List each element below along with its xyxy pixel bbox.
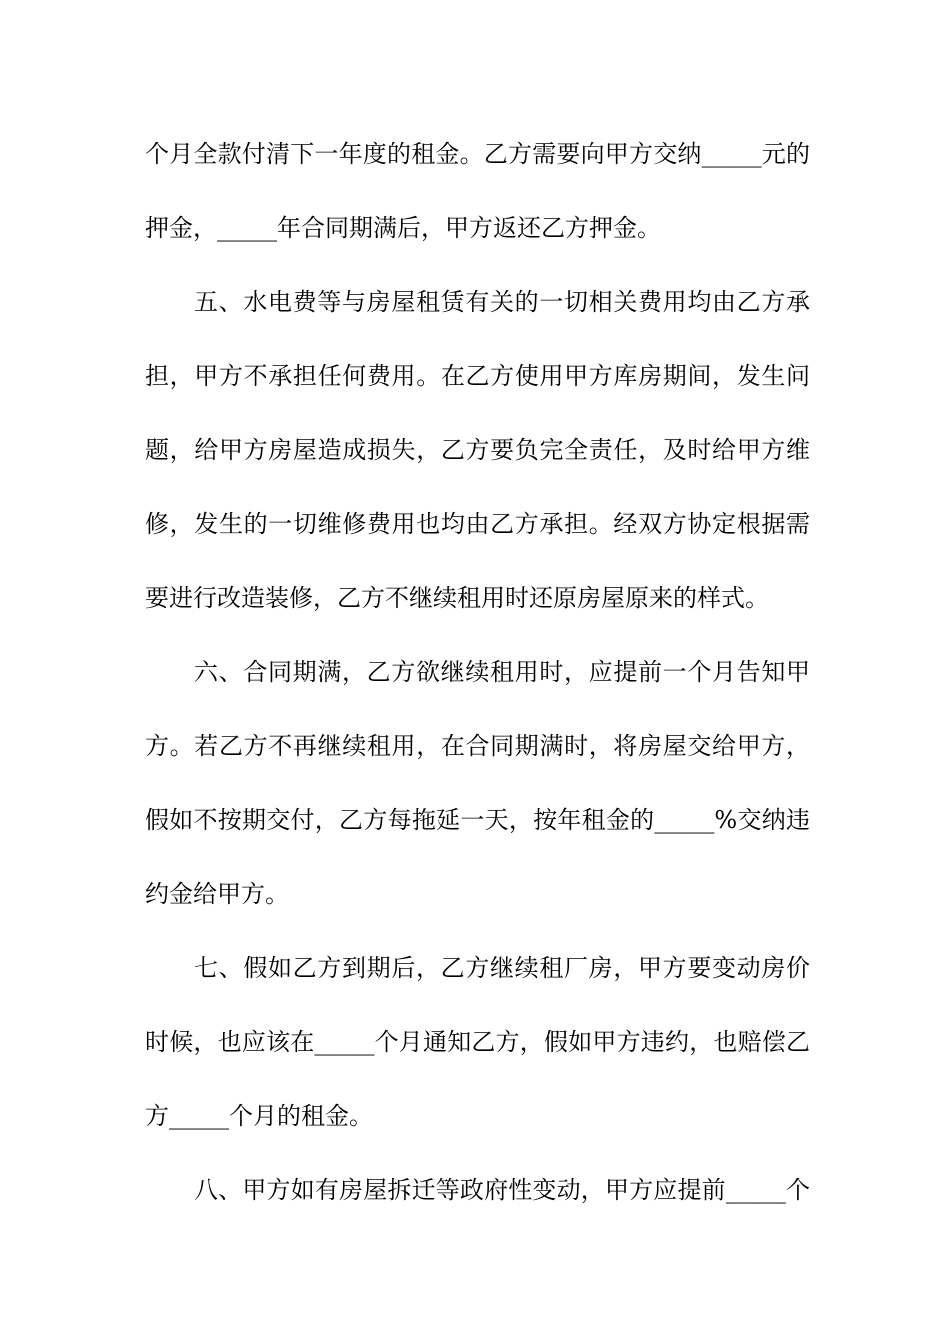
text-line: 方。若乙方不再继续租用，在合同期满时，将房屋交给甲方， xyxy=(145,732,810,760)
text-line: 要进行改造装修，乙方不继续租用时还原房屋原来的样式。 xyxy=(145,584,769,612)
text-line: 押金，_____年合同期满后，甲方返还乙方押金。 xyxy=(145,214,661,242)
paragraph-7-start: 七、假如乙方到期后，乙方继续租厂房，甲方要变动房价 xyxy=(194,954,810,982)
text-line: 方_____个月的租金。 xyxy=(145,1102,373,1130)
text-line: 担，甲方不承担任何费用。在乙方使用甲方库房期间，发生问 xyxy=(145,362,810,390)
paragraph-6-start: 六、合同期满，乙方欲继续租用时，应提前一个月告知甲 xyxy=(194,658,810,686)
paragraph-8-start: 八、甲方如有房屋拆迁等政府性变动，甲方应提前_____个 xyxy=(194,1176,810,1204)
text-line: 约金给甲方。 xyxy=(145,880,289,908)
text-line: 修，发生的一切维修费用也均由乙方承担。经双方协定根据需 xyxy=(145,510,810,538)
text-line: 个月全款付清下一年度的租金。乙方需要向甲方交纳_____元的 xyxy=(145,140,810,168)
text-line: 假如不按期交付，乙方每拖延一天，按年租金的_____%交纳违 xyxy=(145,806,810,834)
paragraph-5-start: 五、水电费等与房屋租赁有关的一切相关费用均由乙方承 xyxy=(194,288,810,316)
text-line: 题，给甲方房屋造成损失，乙方要负完全责任，及时给甲方维 xyxy=(145,436,810,464)
text-line: 时候，也应该在_____个月通知乙方，假如甲方违约，也赔偿乙 xyxy=(145,1028,810,1056)
